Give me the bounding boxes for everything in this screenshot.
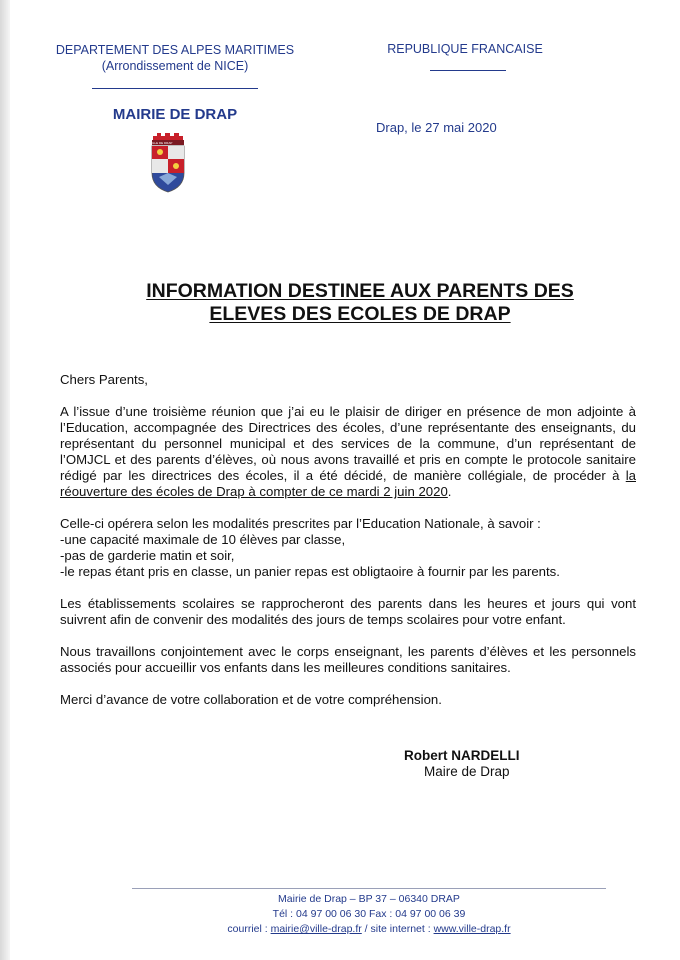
page-edge-shadow <box>0 0 10 960</box>
email-link[interactable]: mairie@ville-drap.fr <box>270 923 362 935</box>
paragraph-1-text: A l’issue d’une troisième réunion que j’ai eu le plaisir de diriger en présence de mon adjointe à l’Education, accompagnée des Directrices des écoles, d’une représentante des enseignants, du représentant du personnel municipal et des services de la commune, d’un représentant de l’OMJCL et des parents d’élèves, où nous avons travaillé et pris en compte le protocole sanitaire rédigé par les directrices des écoles, il a été décidé, de manière collégiale, de procéder à <box>60 404 636 483</box>
title-line-1: INFORMATION DESTINEE AUX PARENTS DES <box>146 280 574 302</box>
footer <box>132 892 606 937</box>
republique-label: REPUBLIQUE FRANCAISE <box>387 42 543 56</box>
footer-contact <box>132 922 606 937</box>
list-item: -une capacité maximale de 10 élèves par classe, <box>60 532 346 547</box>
paragraph-1-end: . <box>447 484 452 499</box>
signer-role: Maire de Drap <box>424 764 510 779</box>
paragraph-3: Les établissements scolaires se rapprocheront des parents dans les heures et jours qui vont suivrent afin de convenir des modalités des jours de temps scolaires pour votre enfant. <box>60 596 636 627</box>
paragraph-2-intro: Celle-ci opérera selon les modalités prescrites par l’Education Nationale, à savoir : <box>60 516 541 531</box>
page-title <box>60 280 660 326</box>
mairie-name: MAIRIE DE DRAP <box>112 106 238 123</box>
title-line-2: ELEVES DES ECOLES DE DRAP <box>209 303 511 325</box>
paragraph-4: Nous travaillons conjointement avec le corps enseignant, les parents d’élèves et les personnels associés pour accueillir vos enfants dans les meilleures conditions sanitaires. <box>60 644 636 675</box>
signer-name: Robert NARDELLI <box>404 748 520 763</box>
greeting: Chers Parents, <box>60 372 148 387</box>
site-prefix: / site internet : <box>361 923 434 935</box>
department-header <box>40 42 310 74</box>
email-prefix: courriel : <box>227 923 271 935</box>
paragraph-5: Merci d’avance de votre collaboration et de votre compréhension. <box>60 692 442 707</box>
list-item: -pas de garderie matin et soir, <box>60 548 235 563</box>
letter-body <box>60 372 636 708</box>
footer-rule <box>132 888 606 889</box>
paragraph-1 <box>60 404 636 500</box>
list-item: -le repas étant pris en classe, un panier repas est obligtaoire à fournir par les parents. <box>60 564 560 579</box>
letter-date: Drap, le 27 mai 2020 <box>376 120 497 135</box>
reopening-announcement: la réouverture des écoles de Drap à compter de ce mardi 2 juin 2020 <box>60 468 636 499</box>
website-link[interactable]: www.ville-drap.fr <box>433 923 511 935</box>
department-rule <box>92 88 258 89</box>
arrondissement: (Arrondissement de NICE) <box>101 59 249 73</box>
crest-text: VILLE DE DRAP <box>150 141 173 145</box>
department-name: DEPARTEMENT DES ALPES MARITIMES <box>55 43 295 57</box>
footer-phone: Tél : 04 97 00 06 30 Fax : 04 97 00 06 39 <box>272 908 466 920</box>
footer-address: Mairie de Drap – BP 37 – 06340 DRAP <box>278 893 460 905</box>
republique-rule <box>430 70 506 71</box>
